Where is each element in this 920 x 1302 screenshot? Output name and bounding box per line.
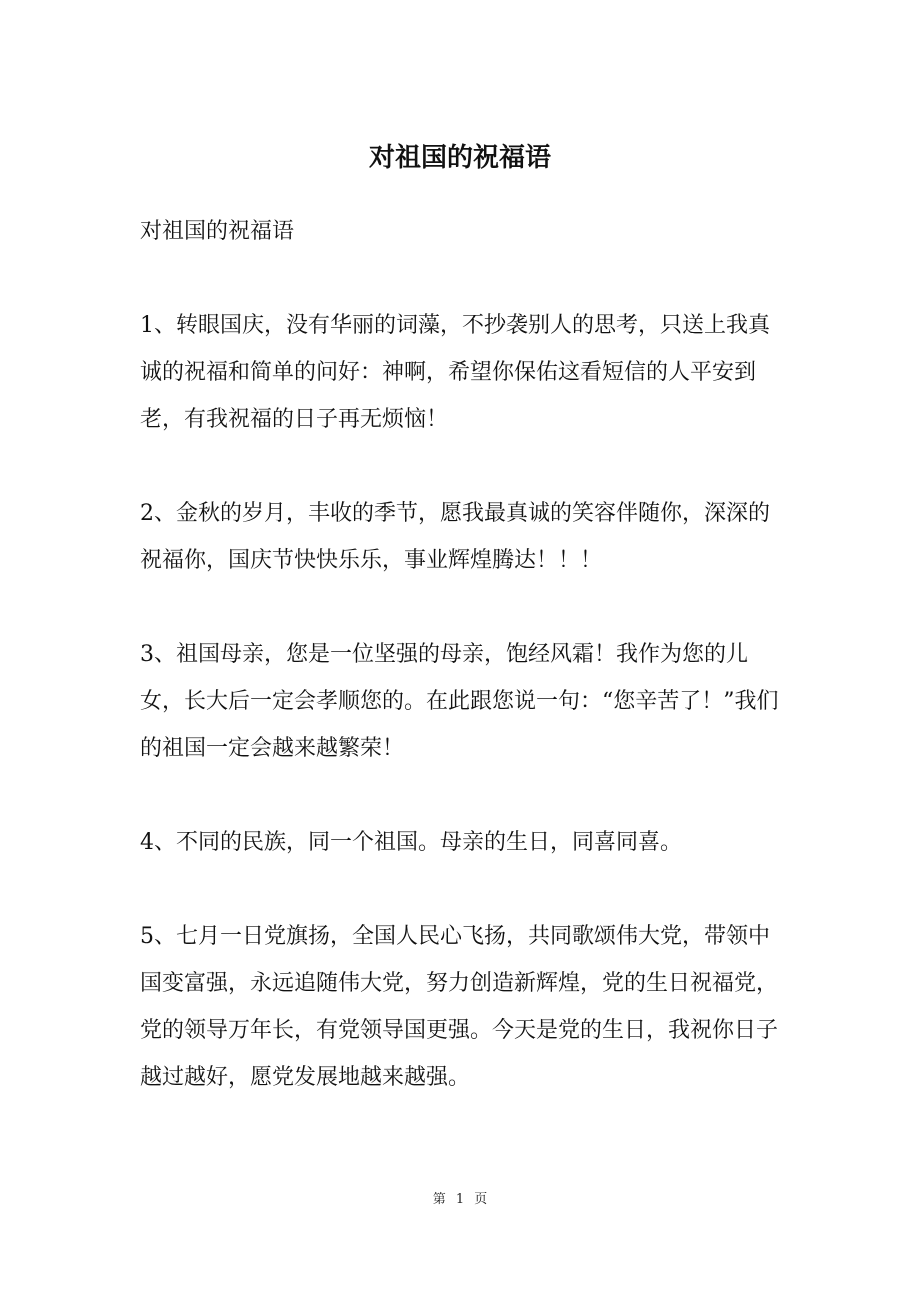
paragraph-2: 2、金秋的岁月，丰收的季节，愿我最真诚的笑容伴随你，深深的祝福你，国庆节快快乐乐，事业辉煌腾达！！！ [140, 501, 770, 573]
document-body [140, 208, 780, 1101]
paragraph-heading: 对祖国的祝福语 [140, 219, 295, 244]
paragraph-3: 3、祖国母亲，您是一位坚强的母亲，饱经风霜！我作为您的儿女，长大后一定会孝顺您的。在此跟您说一句：“您辛苦了！”我们的祖国一定会越来越繁荣！ [140, 642, 779, 761]
document-title: 对祖国的祝福语 [368, 143, 551, 173]
page-footer [0, 1190, 920, 1210]
paragraph-4: 4、不同的民族，同一个祖国。母亲的生日，同喜同喜。 [140, 830, 682, 855]
paragraph-5: 5、七月一日党旗扬，全国人民心飞扬，共同歌颂伟大党，带领中国变富强，永远追随伟大党，努力创造新辉煌，党的生日祝福党，党的领导万年长，有党领导国更强。今天是党的生日，我祝你日子越过越好，愿党发展地越来越强。 [140, 924, 779, 1090]
paragraph-1: 1、转眼国庆，没有华丽的词藻，不抄袭别人的思考，只送上我真诚的祝福和简单的问好：神啊，希望你保佑这看短信的人平安到老，有我祝福的日子再无烦恼！ [140, 313, 770, 432]
page-number: 1 [455, 1192, 465, 1207]
page-suffix: 页 [474, 1192, 488, 1207]
page-prefix: 第 [432, 1192, 446, 1207]
